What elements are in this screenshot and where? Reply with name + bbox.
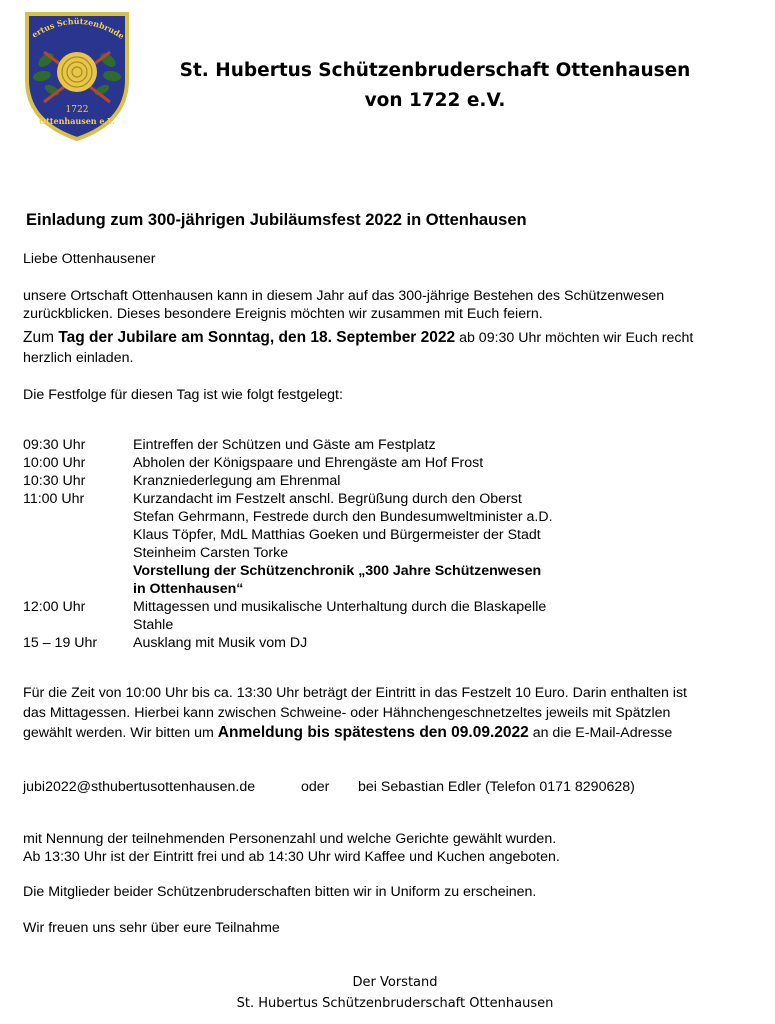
- schedule-item-cont: Klaus Töpfer, MdL Matthias Goeken und Bürgermeister der Stadt: [133, 527, 541, 543]
- logo-year: 1722: [65, 105, 89, 115]
- schedule-item-cont: Stefan Gehrmann, Festrede durch den Bundesumweltminister a.D.: [133, 509, 553, 525]
- club-logo: [22, 10, 132, 142]
- shield-crest-icon: [22, 10, 132, 142]
- uniform-note: Die Mitglieder beider Schützenbruderschaften bitten wir in Uniform zu erscheinen.: [23, 884, 537, 900]
- intro-line-2: zurückblicken. Dieses besondere Ereignis möchten wir zusammen mit Euch feiern.: [23, 306, 543, 322]
- closing-line-1: mit Nennung der teilnehmenden Personenzahl und welche Gerichte gewählt wurden.: [23, 831, 557, 847]
- schedule-time: 10:00 Uhr: [23, 455, 86, 471]
- contact-email[interactable]: jubi2022@sthubertusottenhausen.de: [23, 779, 256, 795]
- logo-bottom-text: Ottenhausen e.V.: [39, 116, 115, 126]
- logo-arc-text: ertus Schützenbrude: [29, 15, 127, 41]
- page-title-line1: St. Hubertus Schützenbruderschaft Ottenhausen: [179, 60, 691, 81]
- intro-line-1: unsere Ortschaft Ottenhausen kann in diesem Jahr auf das 300-jährige Bestehen des Schützenwesen: [23, 288, 665, 304]
- intro-line-3-pre: Zum: [23, 329, 59, 346]
- event-date-highlight: Tag der Jubilare am Sonntag, den 18. September 2022: [58, 329, 456, 346]
- entry-line-3-pre: gewählt werden. Wir bitten um: [23, 725, 218, 741]
- greeting: Liebe Ottenhausener: [23, 251, 156, 267]
- schedule-item-cont: Steinheim Carsten Torke: [133, 545, 289, 561]
- festfolge-intro: Die Festfolge für diesen Tag ist wie folgt festgelegt:: [23, 387, 343, 403]
- schedule-item: Ausklang mit Musik vom DJ: [133, 635, 308, 651]
- page-title-line2: von 1722 e.V.: [364, 90, 506, 111]
- schedule-time: 09:30 Uhr: [23, 437, 86, 453]
- entry-line-1: Für die Zeit von 10:00 Uhr bis ca. 13:30 Uhr beträgt der Eintritt in das Festzelt 10 Euro. Darin enthalten ist: [23, 685, 687, 701]
- intro-line-3: [23, 329, 693, 347]
- thanks-note: Wir freuen uns sehr über eure Teilnahme: [23, 920, 280, 936]
- chronicle-presentation: Vorstellung der Schützenchronik „300 Jahre Schützenwesen: [133, 563, 542, 579]
- schedule-time: 12:00 Uhr: [23, 599, 86, 615]
- entry-line-2: das Mittagessen. Hierbei kann zwischen Schweine- oder Hähnchengeschnetzeltes jeweils mit Spätzlen: [23, 705, 671, 721]
- schedule-item: Abholen der Königspaare und Ehrengäste am Hof Frost: [133, 455, 484, 471]
- schedule-item: Kranzniederlegung am Ehrenmal: [133, 473, 341, 489]
- entry-line-3: [23, 724, 672, 742]
- schedule-item: Eintreffen der Schützen und Gäste am Festplatz: [133, 437, 436, 453]
- schedule-item: Mittagessen und musikalische Unterhaltung durch die Blaskapelle: [133, 599, 547, 615]
- intro-line-4: herzlich einladen.: [23, 350, 134, 366]
- intro-line-3-post: ab 09:30 Uhr möchten wir Euch recht: [455, 330, 694, 346]
- contact-or: oder: [301, 779, 330, 795]
- footer-org: St. Hubertus Schützenbruderschaft Ottenhausen: [236, 996, 554, 1011]
- invitation-heading: Einladung zum 300-jährigen Jubiläumsfest 2022 in Ottenhausen: [26, 211, 527, 229]
- schedule-time: 15 – 19 Uhr: [23, 635, 98, 651]
- contact-phone: bei Sebastian Edler (Telefon 0171 8290628): [358, 779, 635, 795]
- schedule-item: Kurzandacht im Festzelt anschl. Begrüßung durch den Oberst: [133, 491, 522, 507]
- entry-line-3-post: an die E-Mail-Adresse: [528, 725, 673, 741]
- closing-line-2: Ab 13:30 Uhr ist der Eintritt frei und ab 14:30 Uhr wird Kaffee und Kuchen angeboten.: [23, 849, 560, 865]
- schedule-time: 10:30 Uhr: [23, 473, 86, 489]
- schedule-item-cont: Stahle: [133, 617, 174, 633]
- registration-deadline: Anmeldung bis spätestens den 09.09.2022: [217, 724, 529, 741]
- chronicle-presentation-cont: in Ottenhausen“: [133, 581, 244, 597]
- schedule-time: 11:00 Uhr: [23, 491, 85, 507]
- footer-board: Der Vorstand: [352, 975, 438, 990]
